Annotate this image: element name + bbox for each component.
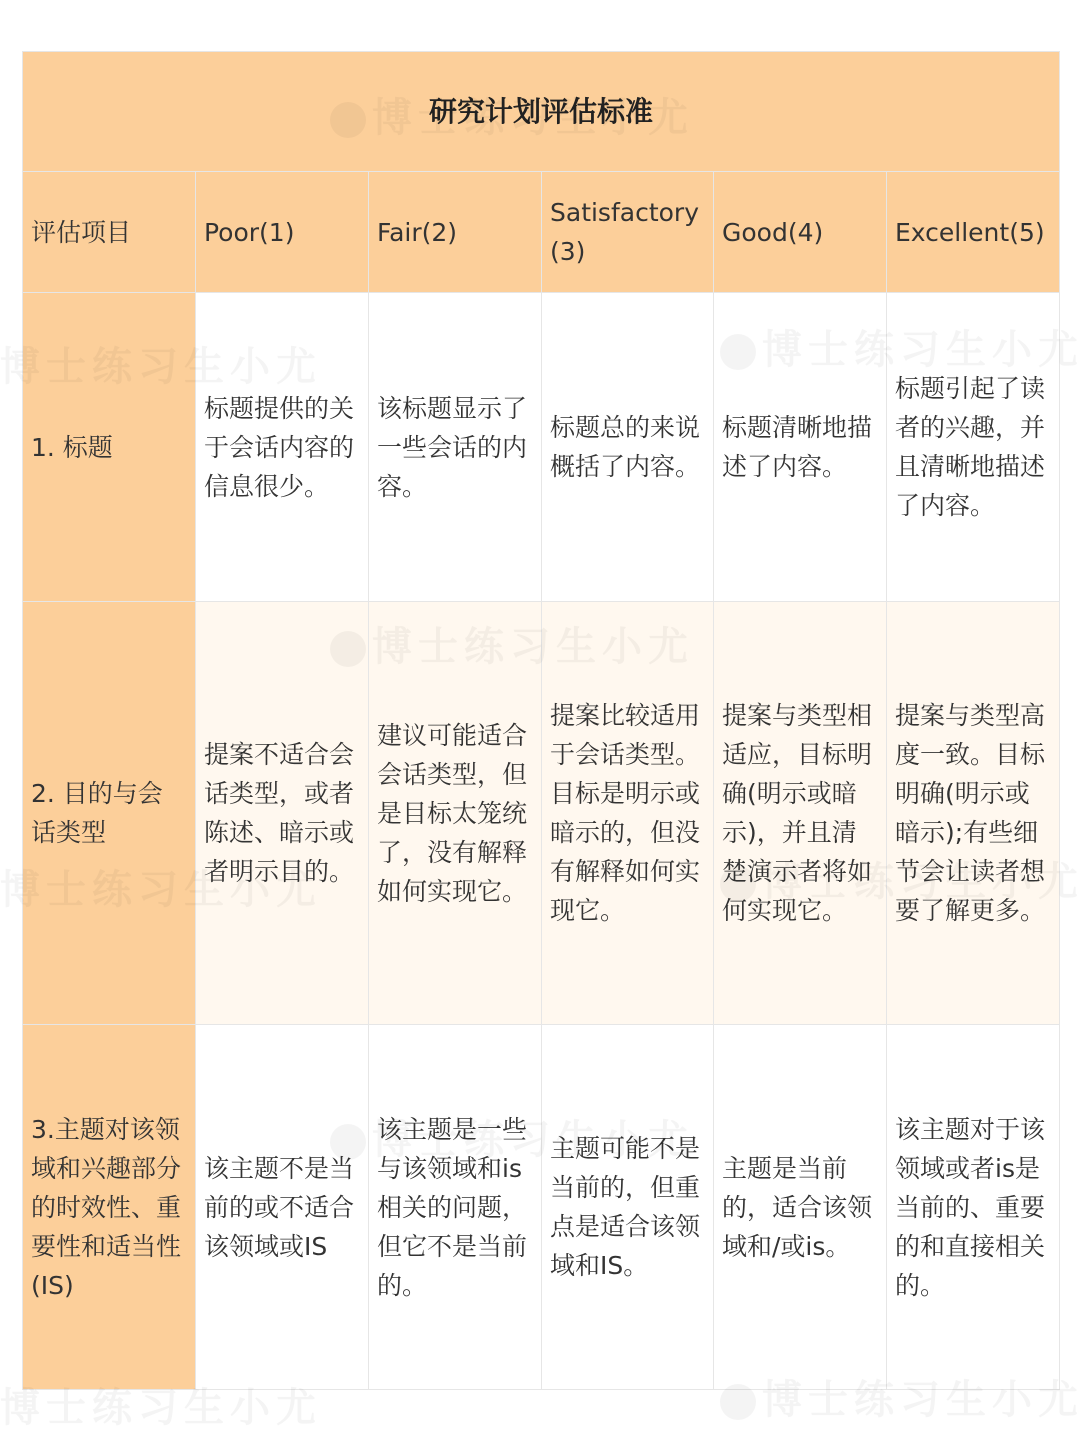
good-cell: 标题清晰地描述了内容。 [714, 293, 887, 602]
criterion-cell: 1. 标题 [23, 293, 196, 602]
criterion-cell: 2. 目的与会话类型 [23, 602, 196, 1025]
poor-cell: 标题提供的关于会话内容的信息很少。 [196, 293, 369, 602]
poor-cell: 提案不适合会话类型，或者陈述、暗示或者明示目的。 [196, 602, 369, 1025]
header-excellent: Excellent(5) [887, 172, 1060, 293]
header-criterion: 评估项目 [23, 172, 196, 293]
excellent-cell: 标题引起了读者的兴趣，并且清晰地描述了内容。 [887, 293, 1060, 602]
header-satisfactory: Satisfactory (3) [542, 172, 714, 293]
watermark-text [0, 1385, 322, 1431]
fair-cell: 该标题显示了一些会话的内容。 [369, 293, 542, 602]
rubric-table [22, 51, 1060, 1390]
satisfactory-cell: 提案比较适用于会话类型。目标是明示或暗示的，但没有解释如何实现它。 [542, 602, 714, 1025]
good-cell: 提案与类型相适应，目标明确(明示或暗示)，并且清楚演示者将如何实现它。 [714, 602, 887, 1025]
fair-cell: 该主题是一些与该领域和is相关的问题，但它不是当前的。 [369, 1025, 542, 1390]
good-cell: 主题是当前的，适合该领域和/或is。 [714, 1025, 887, 1390]
header-poor: Poor(1) [196, 172, 369, 293]
header-fair: Fair(2) [369, 172, 542, 293]
excellent-cell: 提案与类型高度一致。目标明确(明示或暗示);有些细节会让读者想要了解更多。 [887, 602, 1060, 1025]
satisfactory-cell: 标题总的来说概括了内容。 [542, 293, 714, 602]
excellent-cell: 该主题对于该领域或者is是当前的、重要的和直接相关的。 [887, 1025, 1060, 1390]
fair-cell: 建议可能适合会话类型，但是目标太笼统了，没有解释如何实现它。 [369, 602, 542, 1025]
header-good: Good(4) [714, 172, 887, 293]
table-title: 研究计划评估标准 [23, 52, 1060, 172]
table-row [23, 602, 1060, 1025]
header-row [23, 172, 1060, 293]
table-row [23, 293, 1060, 602]
table-row [23, 1025, 1060, 1390]
title-row [23, 52, 1060, 172]
poor-cell: 该主题不是当前的或不适合该领域或IS [196, 1025, 369, 1390]
criterion-cell: 3.主题对该领域和兴趣部分的时效性、重要性和适当性(IS) [23, 1025, 196, 1390]
satisfactory-cell: 主题可能不是当前的，但重点是适合该领域和IS。 [542, 1025, 714, 1390]
